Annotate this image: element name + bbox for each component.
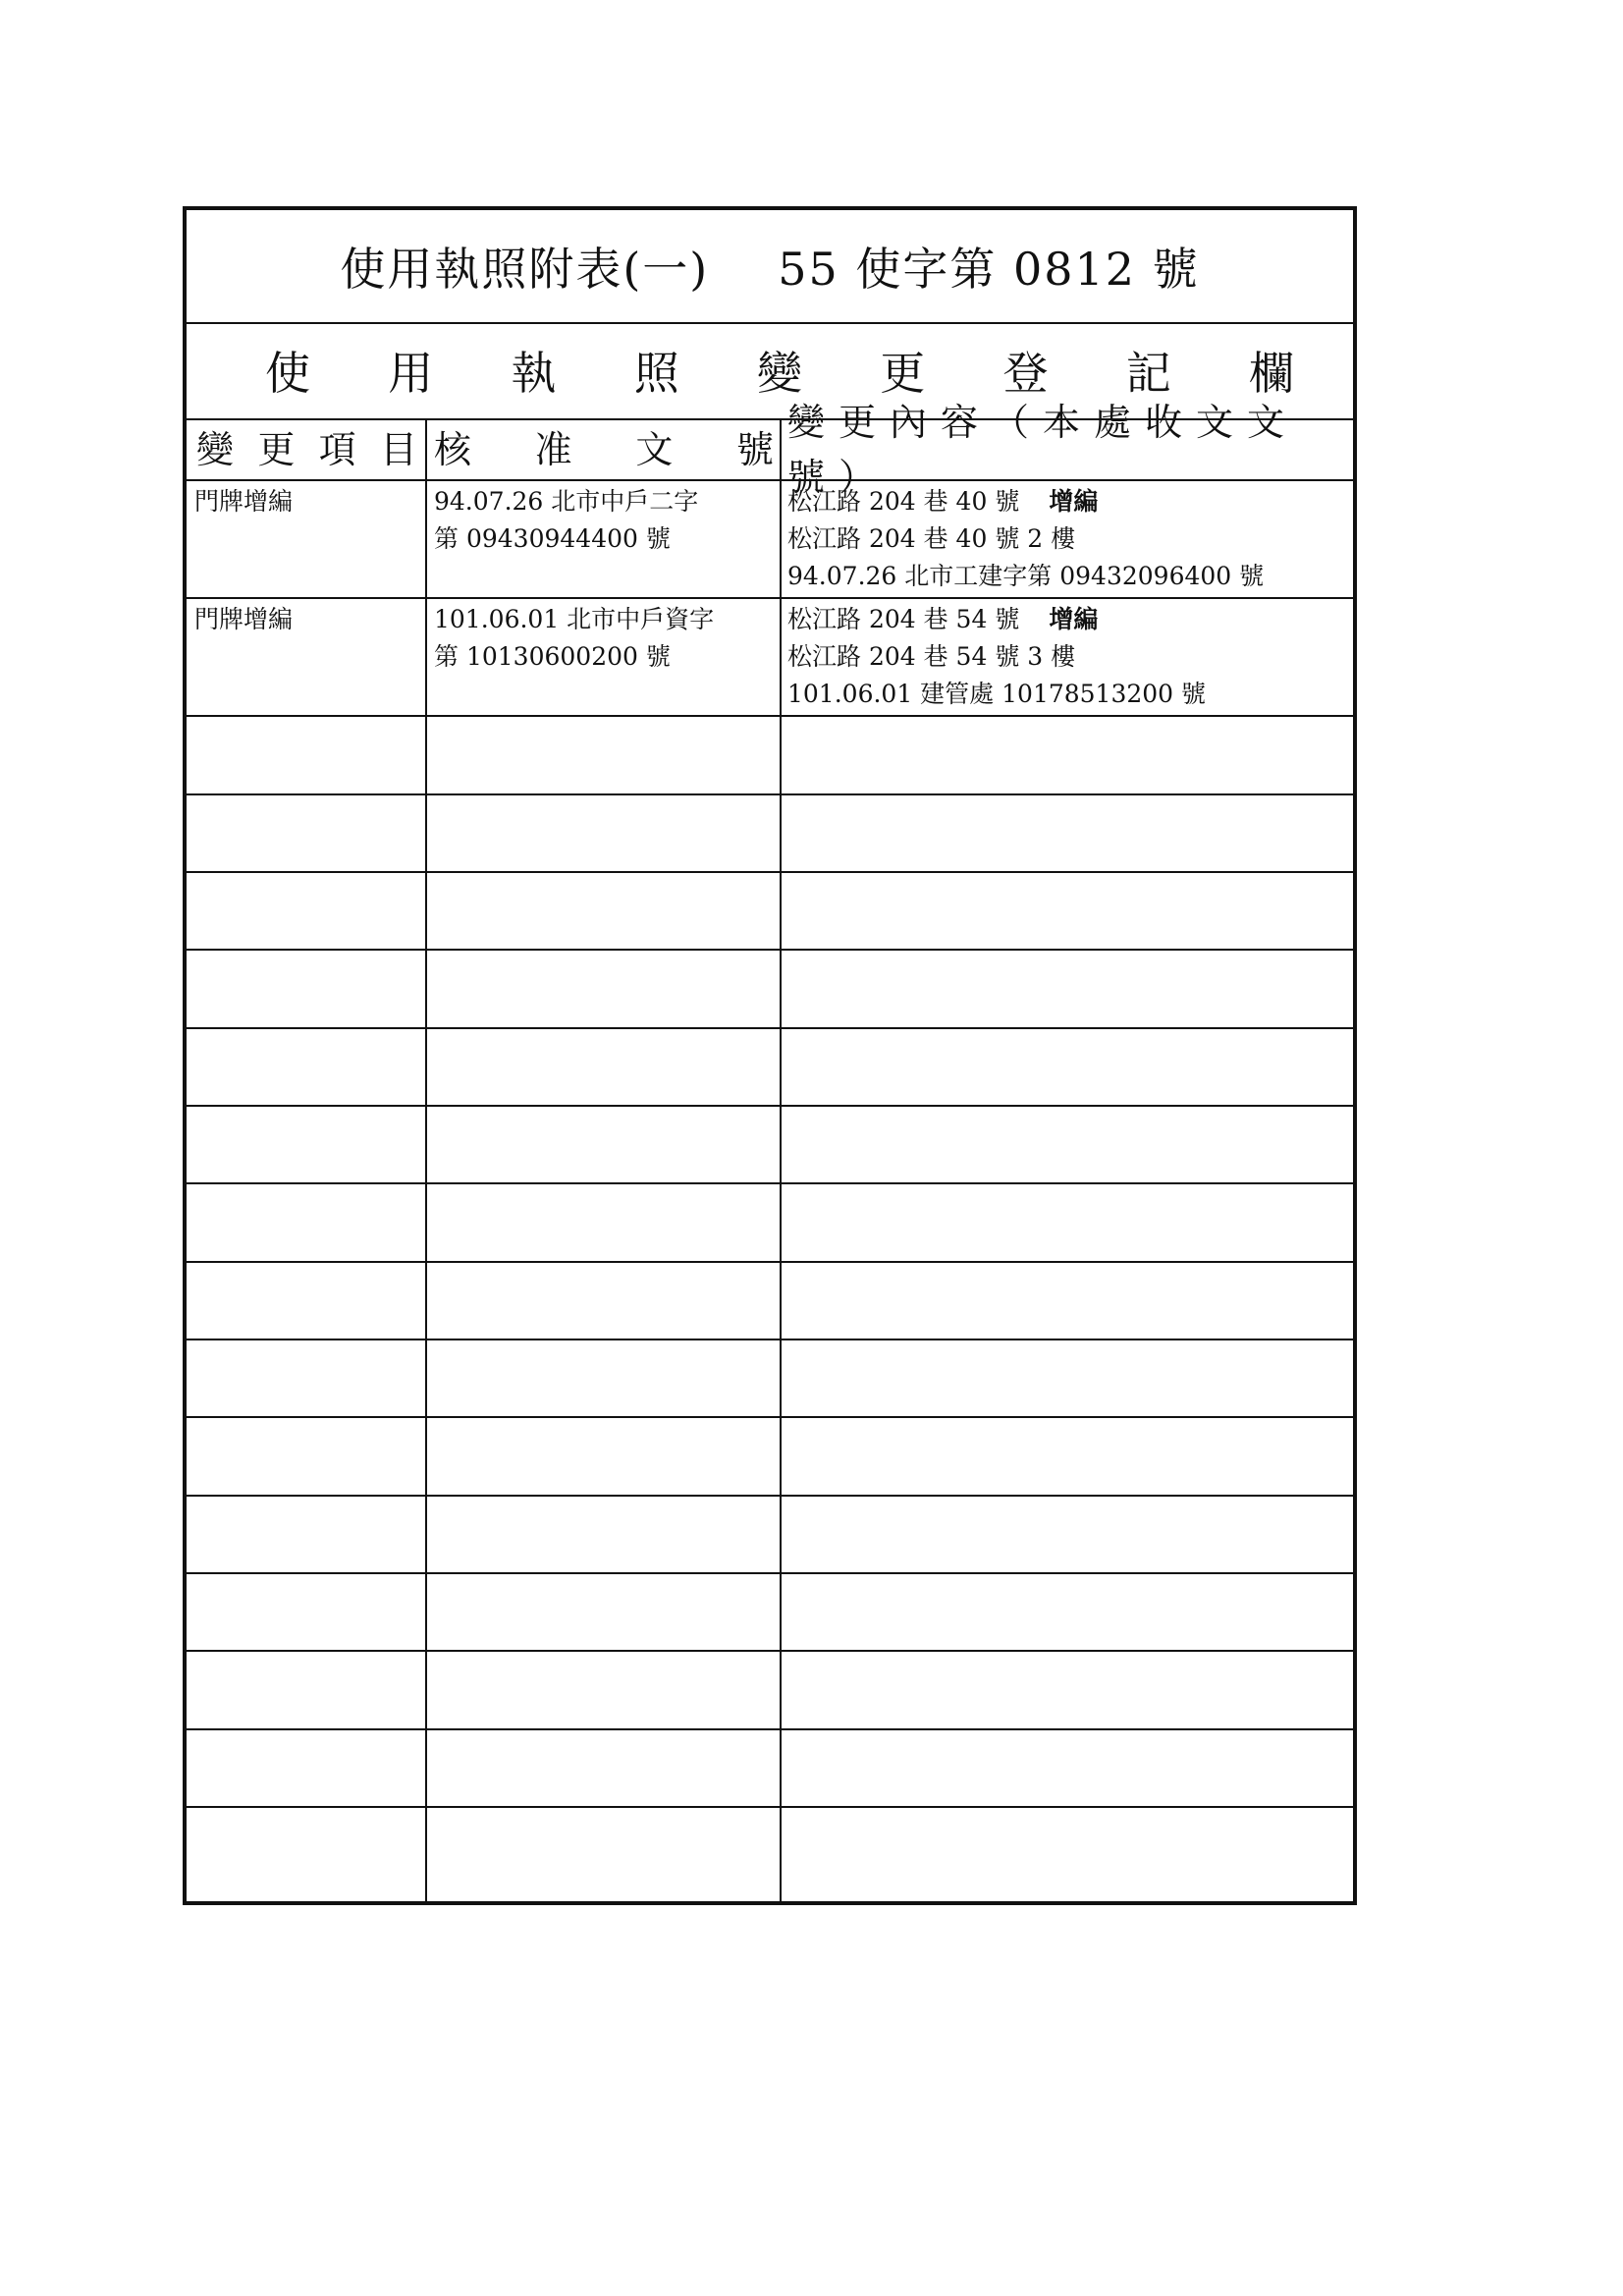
title-left: 使用執照附表(一) (340, 243, 710, 296)
section-char: 欄 (1249, 347, 1294, 400)
section-char: 照 (633, 347, 679, 400)
section-char: 更 (880, 347, 926, 400)
section-char: 執 (511, 347, 557, 400)
header-change-item: 變 更 項 目 (196, 428, 417, 471)
row1-item: 門牌增編 (194, 487, 294, 516)
row1-content: 松江路 204 巷 40 號 增編 松江路 204 巷 40 號 2 樓 94.07.26 北市工建字第 09432096400 號 (787, 487, 1265, 590)
section-char: 使 (265, 347, 310, 400)
change-record-table (187, 401, 1353, 1901)
section-char: 變 (757, 347, 802, 400)
section-char: 用 (388, 347, 434, 400)
header-approval-number: 核 准 文 號 (434, 428, 774, 471)
empty-row-rule (187, 420, 1353, 1808)
header-change-content: 變更內容（本處收文文號） (787, 401, 1299, 499)
row1-approval: 94.07.26 北市中戶二字 第 09430944400 號 (434, 487, 699, 553)
form-title (187, 210, 1353, 324)
license-appendix-form (183, 206, 1357, 1905)
row2-content: 松江路 204 巷 54 號 增編 松江路 204 巷 54 號 3 樓 101.06.01 建管處 10178513200 號 (787, 605, 1207, 708)
row2-item: 門牌增編 (194, 605, 294, 633)
row2-approval: 101.06.01 北市中戶資字 第 10130600200 號 (434, 605, 715, 671)
section-char: 記 (1125, 347, 1171, 400)
section-char: 登 (1002, 347, 1049, 400)
title-right: 55 使字第 0812 號 (778, 243, 1200, 296)
